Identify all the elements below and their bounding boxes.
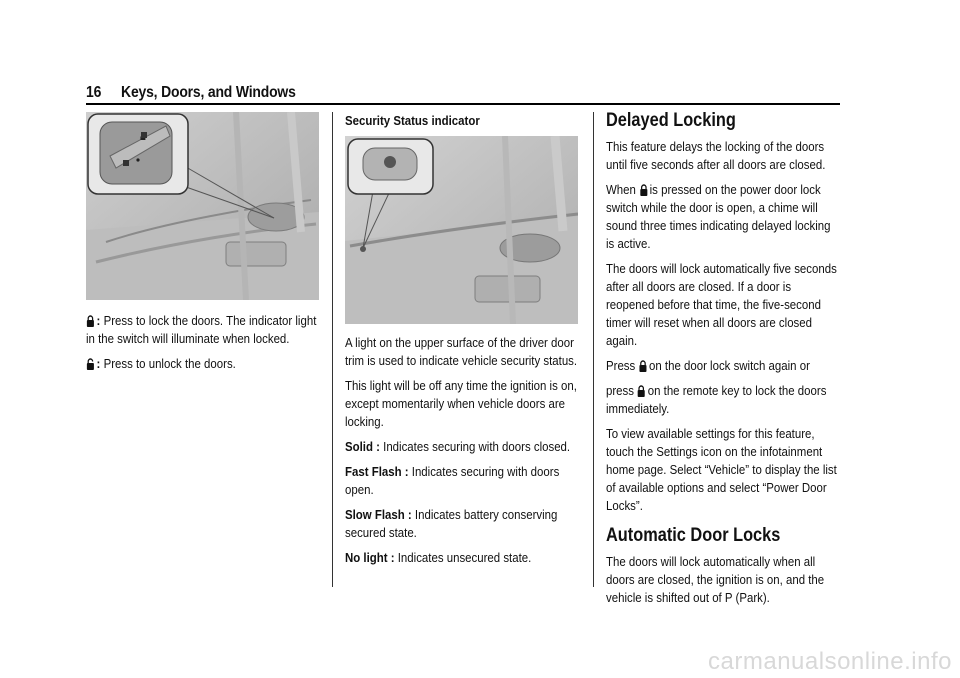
status-term: Slow Flash : [345,507,412,522]
status-desc: Indicates securing with doors closed. [383,439,571,454]
text-fragment: When [606,182,636,197]
column-2-caption [345,112,578,137]
unlock-icon [86,358,95,370]
lock-description [86,312,321,348]
text-fragment: is pressed on the power door lock switch while the door is open, a chime will sound three times indicating delayed locking is active. [606,182,831,251]
unlock-text: Press to unlock the doors. [103,356,236,371]
status-desc: Indicates unsecured state. [397,550,532,565]
column-3 [606,112,839,614]
status-fast-flash [345,463,578,499]
unlock-label: : [96,356,101,371]
security-p1: A light on the upper surface of the driver door trim is used to indicate vehicle security status. [345,335,578,368]
security-indicator-figure [345,136,578,324]
delayed-p3: The doors will lock automatically five seconds after all doors are closed. If a door is reopened before that time, the five-second timer will reset when all doors are closed again. [606,261,837,348]
delayed-p1: This feature delays the locking of the doors until five seconds after all doors are closed. [606,139,826,172]
lock-label: : [96,313,101,328]
delayed-p5 [606,382,839,418]
text-fragment: press [606,383,634,398]
lock-icon [638,360,647,372]
column-divider-1 [332,112,333,587]
status-solid [345,438,578,456]
unlock-description [86,355,321,373]
heading-automatic-door-locks: Automatic Door Locks [606,525,781,546]
section-title: Keys, Doors, and Windows [121,84,296,101]
lock-icon [637,385,646,397]
running-header [86,84,296,102]
lock-icon [86,315,95,327]
heading-delayed-locking: Delayed Locking [606,110,736,131]
door-lock-switch-figure [86,112,319,300]
lock-icon [639,184,648,196]
delayed-p4 [606,357,839,375]
delayed-p2 [606,181,839,253]
status-slow-flash [345,506,578,542]
status-term: Fast Flash : [345,464,409,479]
status-term: No light : [345,550,395,565]
security-p2: This light will be off any time the ignition is on, except momentarily when vehicle doors are locking. [345,378,577,429]
column-2 [345,334,578,574]
page-number: 16 [86,84,102,101]
watermark: carmanualsonline.info [708,648,952,675]
header-rule [86,103,840,105]
status-term: Solid : [345,439,380,454]
column-divider-2 [593,112,594,587]
column-1 [86,312,321,380]
text-fragment: on the door lock switch again or [648,358,810,373]
text-fragment: Press [606,358,636,373]
status-desc: Indicates securing with doors open. [345,464,560,497]
auto-p1: The doors will lock automatically when all doors are closed, the ignition is on, and the vehicle is shifted out of P (Park). [606,554,825,605]
figure-title: Security Status indicator [345,113,480,128]
status-desc: Indicates battery conserving secured state. [345,507,558,540]
status-no-light [345,549,578,567]
text-fragment: on the remote key to lock the doors immediately. [606,383,827,416]
lock-text: Press to lock the doors. The indicator light in the switch will illuminate when locked. [86,313,317,346]
delayed-p6: To view available settings for this feature, touch the Settings icon on the infotainment home page. Select “Vehicle” to display the list of available options and select “Power Door Locks”. [606,426,837,513]
